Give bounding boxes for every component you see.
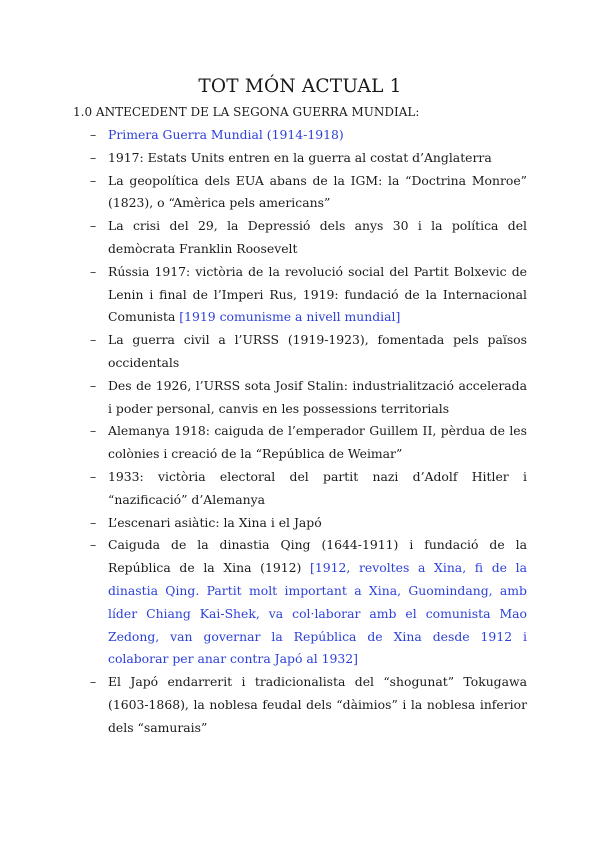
list-item — [90, 375, 527, 421]
page-title: TOT MÓN ACTUAL 1 — [198, 76, 402, 97]
item-text: 1933: victòria electoral del partit nazi d’Adolf Hitler i “nazificació” d’Alemanya — [108, 468, 527, 507]
list-item — [90, 512, 527, 535]
item-text: La guerra civil a l’URSS (1919-1923), fomentada pels països occidentals — [108, 332, 527, 370]
list-item — [90, 671, 527, 739]
list-item — [90, 534, 527, 671]
list-item — [90, 147, 527, 170]
list-item — [90, 261, 527, 329]
item-text: Des de 1926, l’URSS sota Josif Stalin: industrialització accelerada i poder personal, canvis en les possessions territorials — [108, 377, 527, 416]
item-text: La crisi del 29, la Depressió dels anys 30 i la política del demòcrata Franklin Roosevelt — [108, 218, 527, 256]
item-text: Rússia 1917: victòria de la revolució social del Partit Bolxevic de Lenin i final de l’Imperi Rus, 1919: fundació de la Internacional Comunista — [108, 263, 527, 325]
list-item — [90, 215, 527, 261]
item-text: L’escenari asiàtic: la Xina i el Japó — [108, 514, 322, 530]
item-note: [1912, revoltes a Xina, fi de la dinastia Qing. Partit molt important a Xina, Guomindang, amb líder Chiang Kai-Shek, va col·laborar amb el comunista Mao Zedong, van governar la República de Xina desde 1912 i colaborar per anar contra Japó al 1932] — [108, 560, 527, 667]
list-item — [90, 170, 527, 216]
list-item — [90, 466, 527, 512]
item-link[interactable]: Primera Guerra Mundial (1914-1918) — [108, 127, 344, 142]
item-note: [1919 comunisme a nivell mundial] — [179, 309, 401, 325]
section-heading: 1.0 ANTECEDENT DE LA SEGONA GUERRA MUNDIAL: — [73, 105, 420, 119]
bullet-list — [90, 124, 527, 740]
list-item — [90, 329, 527, 375]
item-text: Caiguda de la dinastia Qing (1644-1911) i fundació de la República de la Xina (1912) — [108, 537, 527, 576]
item-text: Alemanya 1918: caiguda de l’emperador Guillem II, pèrdua de les colònies i creació de la “República de Weimar” — [108, 423, 527, 462]
item-text: El Japó endarrerit i tradicionalista del “shogunat” Tokugawa (1603-1868), la noblesa feudal dels “dàimios” i la noblesa inferior dels “samurais” — [108, 674, 527, 735]
item-text: La geopolítica dels EUA abans de la IGM: la “Doctrina Monroe” (1823), o “Amèrica pels americans” — [108, 172, 527, 211]
list-item — [90, 124, 527, 147]
item-text: 1917: Estats Units entren en la guerra al costat d’Anglaterra — [108, 149, 492, 165]
list-item — [90, 420, 527, 466]
